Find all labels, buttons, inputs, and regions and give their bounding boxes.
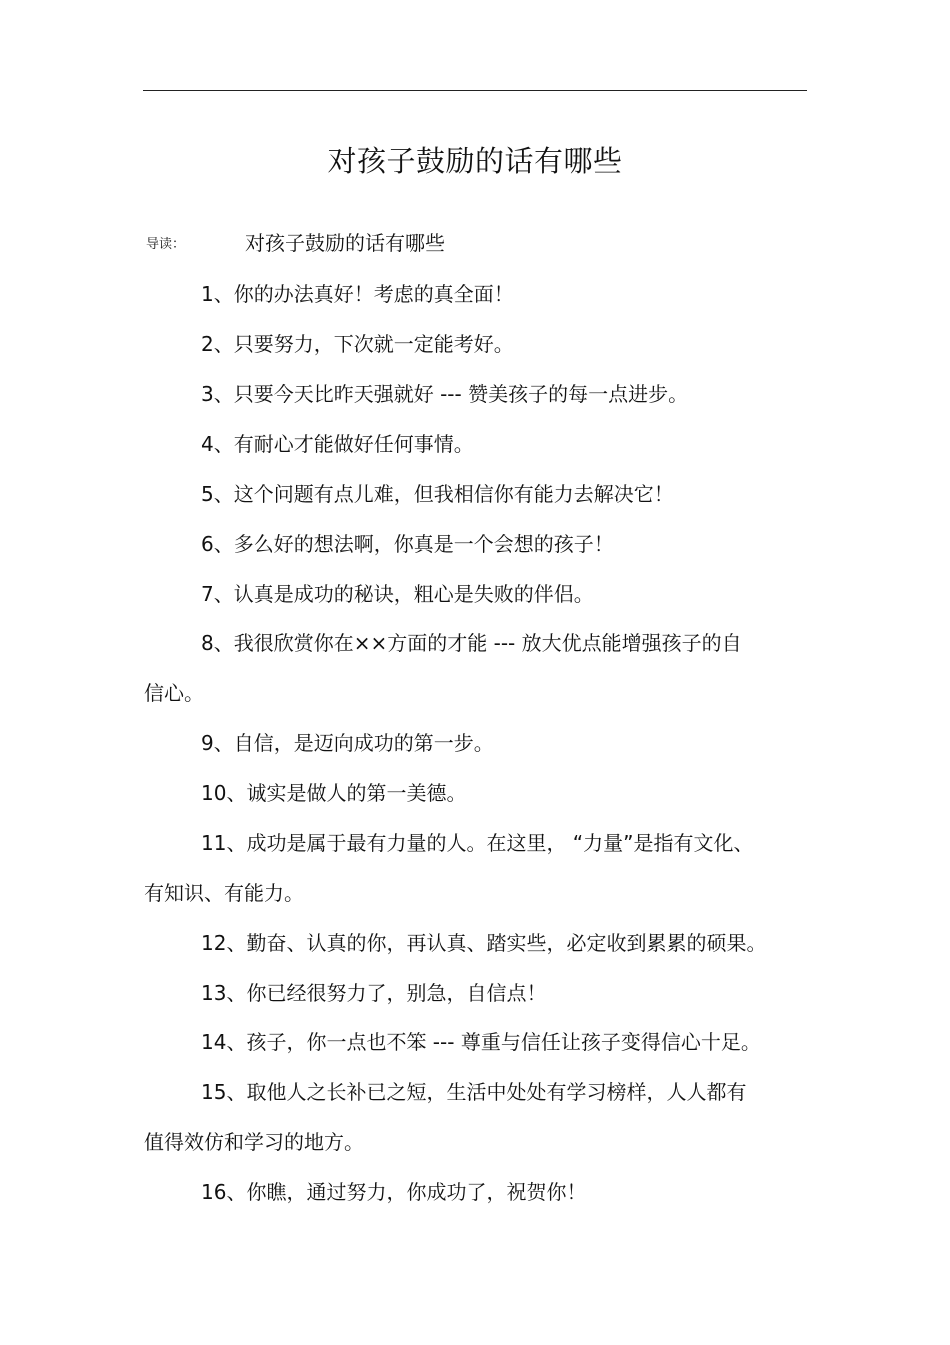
- document-title: 对孩子鼓励的话有哪些: [327, 144, 623, 178]
- list-item-continuation: 值得效仿和学习的地方。: [144, 1130, 364, 1154]
- list-item-continuation: 有知识、有能力。: [144, 881, 304, 905]
- list-item: 7、认真是成功的秘诀，粗心是失败的伴侣。: [201, 582, 594, 606]
- list-item: 4、有耐心才能做好任何事情。: [201, 432, 474, 456]
- intro-text: 对孩子鼓励的话有哪些: [245, 231, 445, 255]
- list-item: 14、孩子，你一点也不笨 --- 尊重与信任让孩子变得信心十足。: [201, 1030, 761, 1054]
- list-item: 2、只要努力，下次就一定能考好。: [201, 332, 514, 356]
- list-item: 3、只要今天比昨天强就好 --- 赞美孩子的每一点进步。: [201, 382, 689, 406]
- intro-label: 导读：: [146, 237, 186, 252]
- list-item: 13、你已经很努力了，别急，自信点！: [201, 981, 547, 1005]
- list-item: 9、自信，是迈向成功的第一步。: [201, 731, 494, 755]
- list-item: 8、我很欣赏你在××方面的才能 --- 放大优点能增强孩子的自: [201, 631, 742, 655]
- list-item: 10、诚实是做人的第一美德。: [201, 781, 467, 805]
- list-item: 12、勤奋、认真的你，再认真、踏实些，必定收到累累的硕果。: [201, 931, 767, 955]
- list-item-continuation: 信心。: [144, 681, 204, 705]
- list-item: 16、你瞧，通过努力，你成功了，祝贺你！: [201, 1180, 587, 1204]
- list-item: 15、取他人之长补已之短，生活中处处有学习榜样，人人都有: [201, 1080, 747, 1104]
- list-item: 1、你的办法真好！考虑的真全面！: [201, 282, 514, 306]
- list-item: 11、成功是属于最有力量的人。在这里， “力量”是指有文化、: [201, 831, 754, 855]
- header-rule: [143, 90, 807, 91]
- list-item: 6、多么好的想法啊，你真是一个会想的孩子！: [201, 532, 614, 556]
- list-item: 5、这个问题有点儿难，但我相信你有能力去解决它！: [201, 482, 674, 506]
